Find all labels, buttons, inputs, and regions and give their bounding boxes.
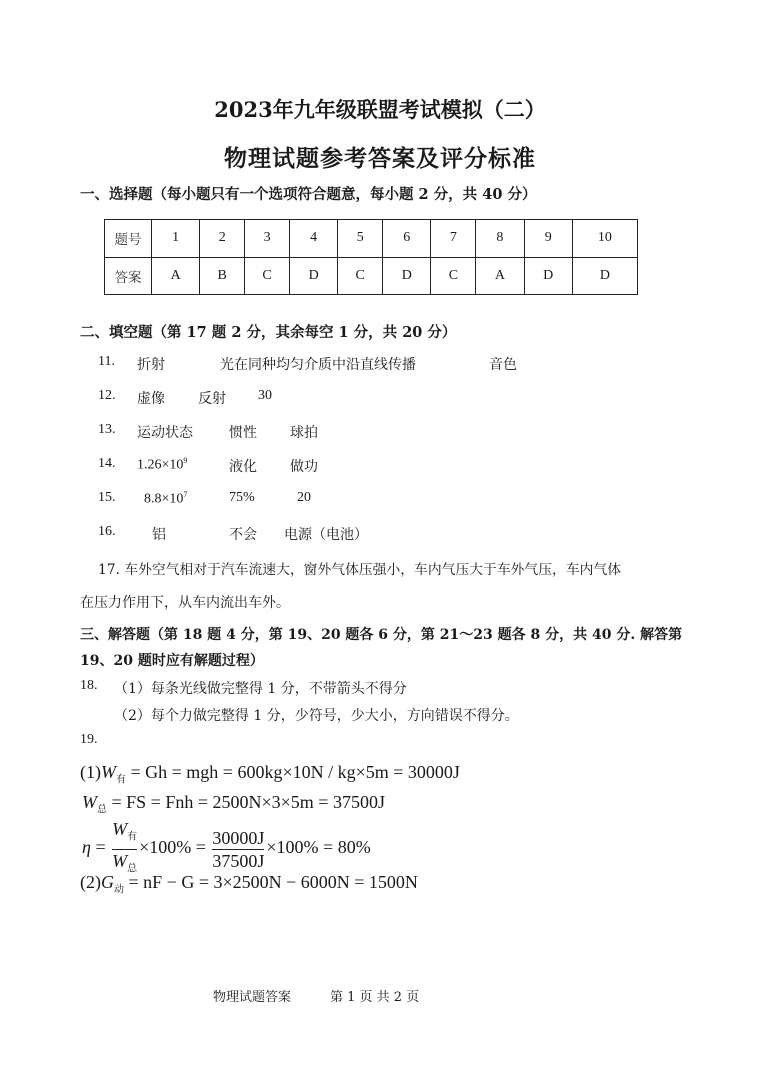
section-3-heading-cont: 19、20 题时应有解题过程） [80, 653, 264, 669]
table-row-numbers [105, 220, 638, 258]
answer-13-a: 运动状态 [137, 425, 193, 441]
eq-body: = FS = Fnh = 2500N×3×5m = 37500J [107, 792, 385, 812]
answer-16-b: 不会 [229, 527, 257, 543]
item-number: 16. [98, 524, 116, 539]
equation-moving-pulley: $(2)G_动$ = nF − G = 3×2500N − 6000N = 1500N [80, 872, 418, 896]
table-cell: 5 [338, 220, 383, 258]
item-number: 12. [98, 388, 116, 403]
q18-part-2: （2）每个力做完整得 1 分，少符号，少大小，方向错误不得分。 [114, 708, 519, 724]
fraction-numeric [212, 827, 264, 872]
table-cell: D [290, 257, 338, 295]
eq-prefix: (1) [80, 762, 101, 782]
eq-subscript: 有 [116, 774, 126, 786]
eq-prefix: (2) [80, 872, 101, 892]
document-subtitle: 物理试题参考答案及评分标准 [224, 145, 536, 172]
section-1-heading: 一、选择题（每小题只有一个选项符合题意，每小题 2 分，共 40 分） [80, 186, 537, 203]
answer-12-c: 30 [258, 388, 272, 403]
answer-14-b: 液化 [229, 459, 257, 475]
q18-number: 18. [80, 678, 98, 693]
table-cell: D [383, 257, 431, 295]
answer-16-c: 电源（电池） [284, 527, 368, 543]
answer-14-c: 做功 [290, 459, 318, 475]
equation-total-work: $W_总$ = FS = Fnh = 2500N×3×5m = 37500J [82, 792, 385, 816]
section-3-heading: 三、解答题（第 18 题 4 分，第 19、20 题各 6 分，第 21～23 题各 8 分，共 40 分. 解答第 [80, 627, 683, 643]
eq-end: ×100% = 80% [266, 837, 371, 858]
answer-17-line-1: 17. 车外空气相对于汽车流速大，窗外气体压强小，车内气压大于车外气压，车内气体 [98, 562, 622, 578]
answer-12-a: 虚像 [137, 391, 165, 407]
footer-page-number: 第 1 页 共 2 页 [330, 990, 420, 1005]
table-cell: 3 [245, 220, 290, 258]
answer-14-a-base: 1.26×10 [137, 457, 184, 473]
row-label-answer: 答案 [105, 257, 152, 295]
eq-body: = Gh = mgh = 600kg×10N / kg×5m = 30000J [126, 762, 460, 782]
item-number: 14. [98, 456, 116, 471]
table-cell: 10 [572, 220, 637, 258]
eq-subscript: 总 [97, 804, 107, 816]
answer-14-a-exponent: 9 [183, 456, 188, 465]
table-cell: 4 [290, 220, 338, 258]
answer-16-a: 铝 [152, 527, 166, 543]
table-cell: C [431, 257, 476, 295]
answer-15-c: 20 [297, 490, 311, 505]
answer-11-c: 音色 [489, 357, 517, 373]
answer-15-a [144, 490, 187, 508]
table-cell: 7 [431, 220, 476, 258]
eq-subscript: 有 [127, 831, 138, 843]
equation-useful-work: $(1)W_有 = Gh$ = mgh = 600kg×10N / kg×5m = 30000J [80, 762, 460, 786]
q18-part-1: （1）每条光线做完整得 1 分，不带箭头不得分 [114, 681, 407, 697]
answer-11-a: 折射 [137, 357, 165, 373]
table-cell: 6 [383, 220, 431, 258]
table-cell: A [476, 257, 524, 295]
denominator: 37500J [212, 850, 265, 871]
q19-number: 19. [80, 732, 98, 747]
item-number: 11. [98, 354, 115, 369]
row-label-number: 题号 [105, 220, 152, 258]
table-cell: D [572, 257, 637, 295]
eq-subscript: 总 [127, 863, 138, 875]
answer-table [104, 219, 638, 295]
table-cell: 9 [524, 220, 572, 258]
answer-13-b: 惯性 [229, 425, 257, 441]
table-cell: D [524, 257, 572, 295]
table-cell: 1 [152, 220, 200, 258]
document-title: 2023年九年级联盟考试模拟（二） [214, 97, 546, 122]
table-cell: 8 [476, 220, 524, 258]
table-cell: B [200, 257, 245, 295]
table-cell: C [338, 257, 383, 295]
answer-17-line-2: 在压力作用下，从车内流出车外。 [80, 595, 290, 611]
eq-mid: ×100% = [139, 837, 206, 858]
answer-15-a-base: 8.8×10 [144, 491, 184, 507]
answer-14-a [137, 456, 187, 474]
answer-12-b: 反射 [198, 391, 226, 407]
section-2-heading: 二、填空题（第 17 题 2 分，其余每空 1 分，共 20 分） [80, 324, 457, 341]
item-number: 15. [98, 490, 116, 505]
eq-body: = nF − G = 3×2500N − 6000N = 1500N [124, 872, 418, 892]
table-cell: C [245, 257, 290, 295]
answer-13-c: 球拍 [290, 425, 318, 441]
table-cell: A [152, 257, 200, 295]
numerator: 30000J [212, 827, 265, 848]
footer-doc-name: 物理试题答案 [213, 990, 292, 1005]
equation-efficiency: η = $\frac{W_有}{W_总}$ ×100% = $\frac{30000J}{37500J}$ ×100% = 80% [82, 818, 371, 880]
item-number: 13. [98, 422, 116, 437]
answer-15-a-exponent: 7 [183, 490, 188, 499]
table-cell: 2 [200, 220, 245, 258]
eq-subscript: 动 [114, 884, 124, 896]
answer-11-b: 光在同种均匀介质中沿直线传播 [220, 357, 416, 373]
answer-15-b: 75% [229, 490, 255, 505]
fraction-symbolic: $\frac{W_有}{W_总}$ [112, 819, 138, 875]
table-row-answers [105, 257, 638, 295]
